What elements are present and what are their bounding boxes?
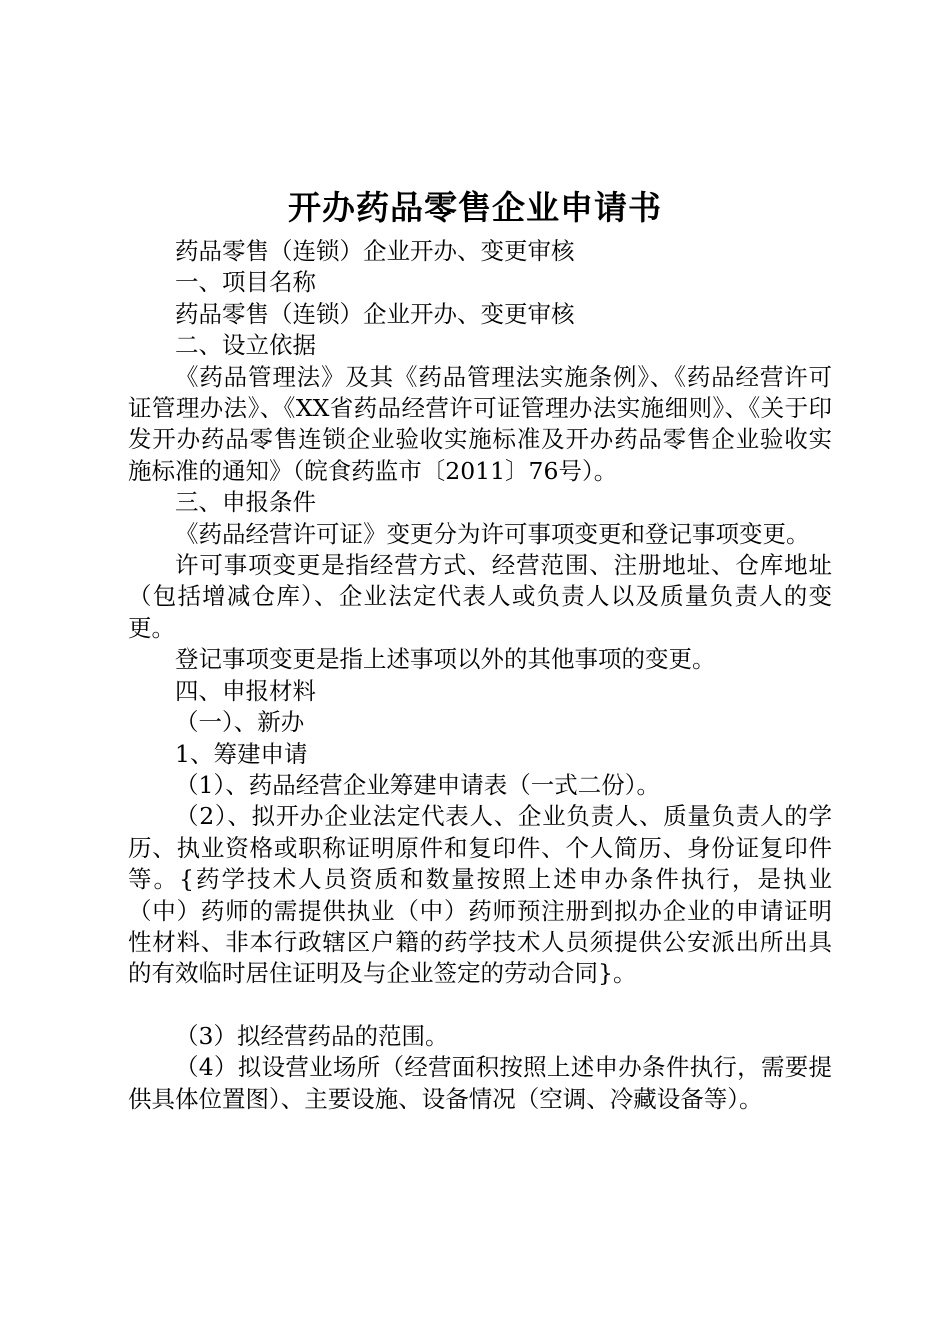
heading-conditions: 三、申报条件 <box>175 488 316 517</box>
heading-legal-basis: 二、设立依据 <box>175 331 316 360</box>
heading-materials: 四、申报材料 <box>175 676 316 705</box>
document-body <box>128 236 832 1115</box>
list-item-1: （1）、药品经营企业筹建申请表（一式二份）。 <box>175 770 660 799</box>
paragraph-subtitle: 药品零售（连锁）企业开办、变更审核 <box>175 237 575 265</box>
list-item-2: （2）、拟开办企业法定代表人、企业负责人、质量负责人的学历、执业资格或职称证明原件和复印件、个人简历、身份证复印件等。{药学技术人员资质和数量按照上述申办条件执行，是执业（中）药师的需提供执业（中）药师预注册到拟办企业的申请证明性材料、非本行政辖区户籍的药学技术人员须提供公安派出所出具的有效临时居住证明及与企业签定的劳动合同}。 <box>128 802 832 988</box>
paragraph-conditions-2: 许可事项变更是指经营方式、经营范围、注册地址、仓库地址（包括增减仓库）、企业法定代表人或负责人以及质量负责人的变更。 <box>128 551 832 642</box>
list-item-4: （4）拟设营业场所（经营面积按照上述申办条件执行，需要提供具体位置图）、主要设施、设备情况（空调、冷藏设备等）。 <box>128 1053 832 1113</box>
paragraph-legal-basis: 《药品管理法》及其《药品管理法实施条例》、《药品经营许可证管理办法》、《XX省药品经营许可证管理办法实施细则》、《关于印发开办药品零售连锁企业验收实施标准及开办药品零售企业验收实施标准的通知》（皖食药监市〔2011〕76号）。 <box>128 362 832 485</box>
heading-project-name: 一、项目名称 <box>175 268 316 297</box>
subheading-new: （一）、新办 <box>175 708 305 737</box>
document-title: 开办药品零售企业申请书 <box>288 188 662 227</box>
paragraph-conditions-1: 《药品经营许可证》变更分为许可事项变更和登记事项变更。 <box>175 519 810 548</box>
subheading-preparation: 1、筹建申请 <box>175 739 308 768</box>
paragraph-conditions-3: 登记事项变更是指上述事项以外的其他事项的变更。 <box>175 645 716 674</box>
list-item-3: （3）拟经营药品的范围。 <box>175 1021 449 1050</box>
paragraph-project-name: 药品零售（连锁）企业开办、变更审核 <box>175 299 575 328</box>
